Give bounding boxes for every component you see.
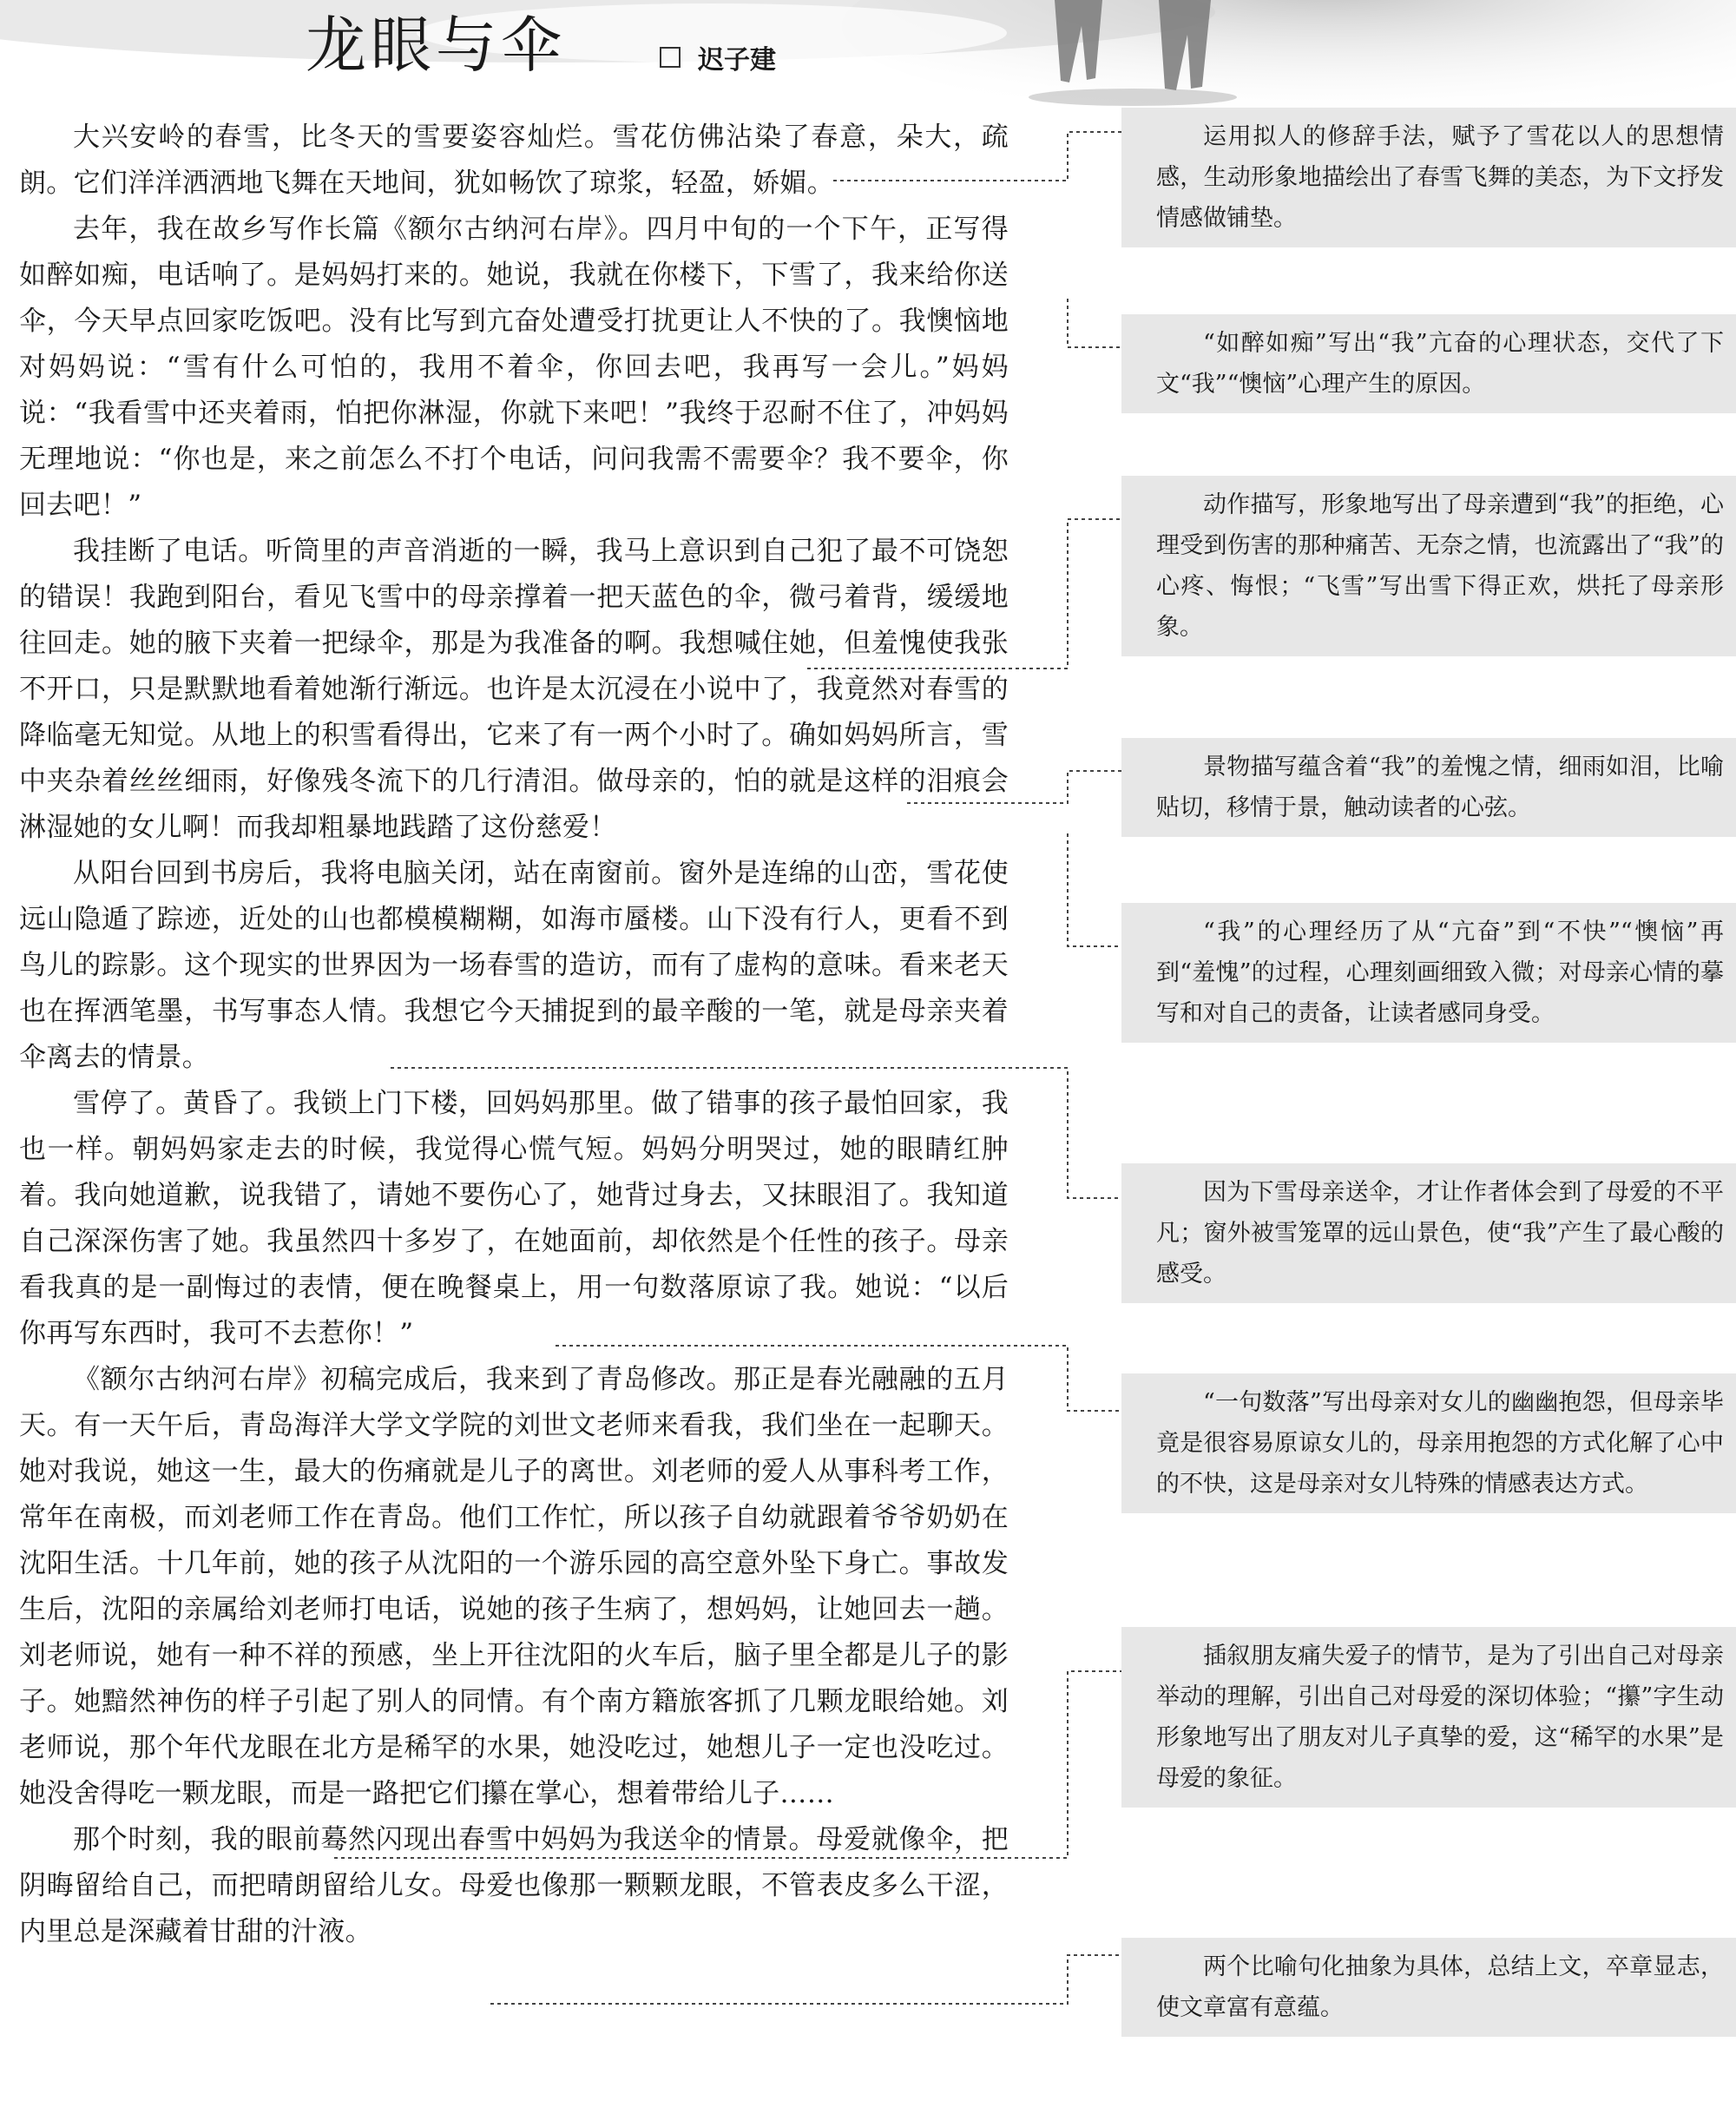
annotation-note <box>1121 738 1736 837</box>
annotation-text: “如醉如痴”写出“我”亢奋的心理状态，交代了下文“我”“懊恼”心理产生的原因。 <box>1156 330 1724 398</box>
connector-line <box>490 1955 1200 2004</box>
annotation-note <box>1121 1938 1736 2037</box>
paragraph: 从阳台回到书房后，我将电脑关闭，站在南窗前。窗外是连绵的山峦，雪花使远山隐遁了踪迹，近处的山也都模模糊糊，如海市蜃楼。山下没有行人，更看不到鸟儿的踪影。这个现实的世界因为一场春雪的造访，而有了虚构的意味。看来老天也在挥洒笔墨，书写事态人情。我想它今天捕捉到的最辛酸的一笔，就是母亲夹着伞离去的情景。 <box>19 858 1009 1073</box>
annotation-text: 运用拟人的修辞手法，赋予了雪花以人的思想情感，生动形象地描绘出了春雪飞舞的美态，为下文抒发情感做铺垫。 <box>1156 123 1724 232</box>
annotation-note <box>1121 108 1736 247</box>
annotation-text: “一句数落”写出母亲对女儿的幽幽抱怨，但母亲毕竟是很容易原谅女儿的，母亲用抱怨的方式化解了心中的不快，这是母亲对女儿特殊的情感表达方式。 <box>1156 1389 1724 1498</box>
article-body <box>19 115 1009 1955</box>
annotation-note <box>1121 1163 1736 1303</box>
annotation-note <box>1121 903 1736 1043</box>
annotation-note <box>1121 1373 1736 1513</box>
paragraph: 雪停了。黄昏了。我锁上门下楼，回妈妈那里。做了错事的孩子最怕回家，我也一样。朝妈妈家走去的时候，我觉得心慌气短。妈妈分明哭过，她的眼睛红肿着。我向她道歉，说我错了，请她不要伤心了，她背过身去，又抹眼泪了。我知道自己深深伤害了她。我虽然四十多岁了，在她面前，却依然是个任性的孩子。母亲看我真的是一副悔过的表情，便在晚餐桌上，用一句数落原谅了我。她说：“以后你再写东西时，我可不去惹你！” <box>19 1088 1009 1349</box>
paragraph: 《额尔古纳河右岸》初稿完成后，我来到了青岛修改。那正是春光融融的五月天。有一天午后，青岛海洋大学文学院的刘世文老师来看我，我们坐在一起聊天。她对我说，她这一生，最大的伤痛就是儿子的离世。刘老师的爱人从事科考工作，常年在南极，而刘老师工作在青岛。他们工作忙，所以孩子自幼就跟着爷爷奶奶在沈阳生活。十几年前，她的孩子从沈阳的一个游乐园的高空意外坠下身亡。事故发生后，沈阳的亲属给刘老师打电话，说她的孩子生病了，想妈妈，让她回去一趟。刘老师说，她有一种不祥的预感，坐上开往沈阳的火车后，脑子里全都是儿子的影子。她黯然神伤的样子引起了别人的同情。有个南方籍旅客抓了几颗龙眼给她。刘老师说，那个年代龙眼在北方是稀罕的水果，她没吃过，她想儿子一定也没吃过。她没舍得吃一颗龙眼，而是一路把它们攥在掌心，想着带给儿子…… <box>19 1364 1009 1809</box>
box-icon <box>660 47 681 68</box>
annotation-text: 插叙朋友痛失爱子的情节，是为了引出自己对母亲举动的理解，引出自己对母爱的深切体验；“攥”字生动形象地写出了朋友对儿子真挚的爱，这“稀罕的水果”是母爱的象征。 <box>1156 1643 1724 1792</box>
paragraph: 那个时刻，我的眼前蓦然闪现出春雪中妈妈为我送伞的情景。母爱就像伞，把阴晦留给自己，而把晴朗留给儿女。母爱也像那一颗颗龙眼，不管表皮多么干涩，内里总是深藏着甘甜的汁液。 <box>19 1824 1009 1947</box>
annotation-text: 动作描写，形象地写出了母亲遭到“我”的拒绝，心理受到伤害的那种痛苦、无奈之情，也流露出了“我”的心疼、悔恨；“飞雪”写出雪下得正欢，烘托了母亲形象。 <box>1156 491 1724 641</box>
annotation-note <box>1121 476 1736 656</box>
annotation-text: 景物描写蕴含着“我”的羞愧之情，细雨如泪，比喻贴切，移情于景，触动读者的心弦。 <box>1156 754 1724 821</box>
article-title: 龙眼与伞 <box>306 10 566 81</box>
annotation-text: 两个比喻句化抽象为具体，总结上文，卒章显志，使文章富有意蕴。 <box>1156 1953 1724 2021</box>
author-line <box>660 40 776 75</box>
paragraph: 去年，我在故乡写作长篇《额尔古纳河右岸》。四月中旬的一个下午，正写得如醉如痴，电话响了。是妈妈打来的。她说，我就在你楼下，下雪了，我来给你送伞，今天早点回家吃饭吧。没有比写到亢奋处遭受打扰更让人不快的了。我懊恼地对妈妈说：“雪有什么可怕的，我用不着伞，你回去吧，我再写一会儿。”妈妈说：“我看雪中还夹着雨，怕把你淋湿，你就下来吧！”我终于忍耐不住了，冲妈妈无理地说：“你也是，来之前怎么不打个电话，问问我需不需要伞？我不要伞，你回去吧！” <box>19 214 1009 521</box>
paragraph: 大兴安岭的春雪，比冬天的雪要姿容灿烂。雪花仿佛沾染了春意，朵大，疏朗。它们洋洋洒洒地飞舞在天地间，犹如畅饮了琼浆，轻盈，娇媚。 <box>19 122 1009 199</box>
annotation-text: “我”的心理经历了从“亢奋”到“不快”“懊恼”再到“羞愧”的过程，心理刻画细致入微；对母亲心情的摹写和对自己的责备，让读者感同身受。 <box>1156 919 1724 1027</box>
annotation-note <box>1121 314 1736 413</box>
annotation-note <box>1121 1627 1736 1808</box>
annotation-text: 因为下雪母亲送伞，才让作者体会到了母爱的不平凡；窗外被雪笼罩的远山景色，使“我”产生了最心酸的感受。 <box>1156 1179 1724 1288</box>
paragraph: 我挂断了电话。听筒里的声音消逝的一瞬，我马上意识到自己犯了最不可饶恕的错误！我跑到阳台，看见飞雪中的母亲撑着一把天蓝色的伞，微弓着背，缓缓地往回走。她的腋下夹着一把绿伞，那是为我准备的啊。我想喊住她，但羞愧使我张不开口，只是默默地看着她渐行渐远。也许是太沉浸在小说中了，我竟然对春雪的降临毫无知觉。从地上的积雪看得出，它来了有一两个小时了。确如妈妈所言，雪中夹杂着丝丝细雨，好像残冬流下的几行清泪。做母亲的，怕的就是这样的泪痕会淋湿她的女儿啊！而我却粗暴地践踏了这份慈爱！ <box>19 536 1009 843</box>
author-name: 迟子建 <box>698 45 776 76</box>
